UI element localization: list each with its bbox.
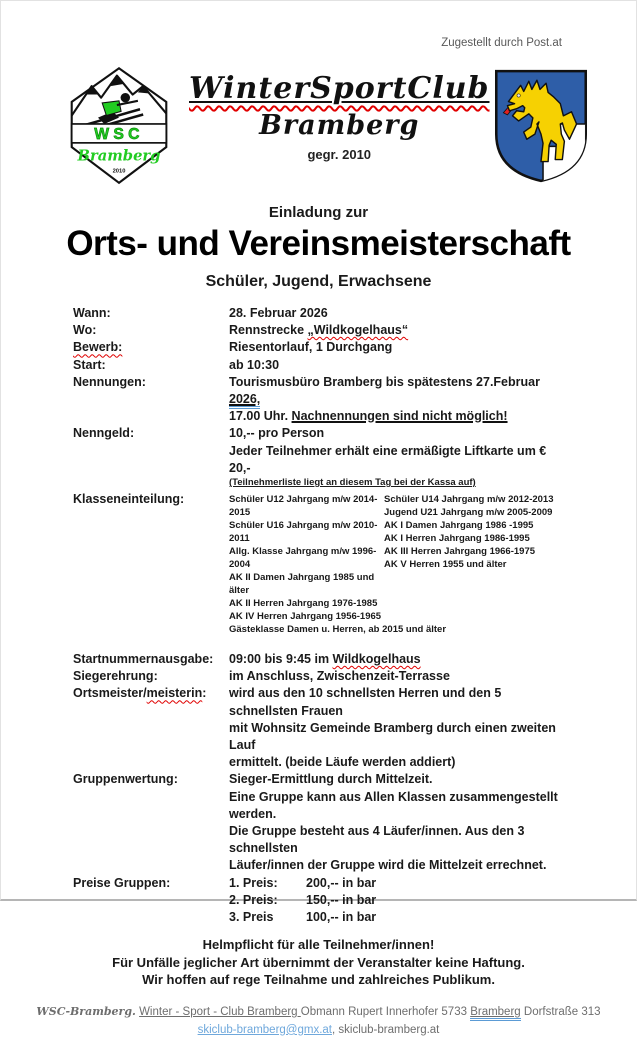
nennungen-deadline-marked: 2026,	[229, 392, 260, 409]
closing-notes	[1, 936, 636, 989]
bewerb-label	[73, 339, 229, 356]
detail-row-wo	[73, 322, 566, 339]
ortsmeister-label-prefix: Ortsmeister/	[73, 686, 147, 701]
prize-rank: 3. Preis	[229, 910, 274, 925]
ortsmeister-value	[229, 685, 566, 771]
gruppenwertung-line: Die Gruppe besteht aus 4 Läufer/innen. Aus den 3 schnellsten	[229, 824, 525, 856]
invitation-subtitle: Schüler, Jugend, Erwachsene	[205, 273, 432, 290]
prize-row	[229, 909, 566, 926]
event-details	[73, 305, 566, 926]
detail-row-preise	[73, 875, 566, 927]
helmet-rule: Helmpflicht für alle Teilnehmer/innen!	[202, 937, 435, 953]
wann-value: 28. Februar 2026	[229, 306, 328, 320]
klassen-item: Schüler U14 Jahrgang m/w 2012-2013	[384, 494, 554, 506]
ortsmeister-label	[73, 685, 229, 702]
klassen-item: Schüler U12 Jahrgang m/w 2014-2015	[229, 494, 378, 519]
nenngeld-value: 10,-- pro Person	[229, 426, 325, 441]
nennungen-label: Nennungen:	[73, 374, 146, 389]
klassen-item: AK II Damen Jahrgang 1985 und älter	[229, 572, 375, 597]
klassen-item: AK I Damen Jahrgang 1986 -1995	[384, 520, 534, 532]
klassen-columns	[229, 491, 566, 623]
invitation-intro: Einladung zur	[268, 204, 369, 221]
gruppenwertung-value	[229, 771, 566, 874]
liftkarte-note: Jeder Teilnehmer erhält eine ermäßigte Liftkarte um € 20,-	[229, 443, 547, 475]
ortsmeister-line: ermittelt. (beide Läufe werden addiert)	[229, 755, 456, 770]
prize-amount: 200,-- in bar	[306, 875, 377, 890]
detail-row-teilnehmerliste	[73, 477, 566, 489]
ortsmeister-line: wird aus den 10 schnellsten Herren und den 5 schnellsten Frauen	[229, 686, 502, 718]
startnummern-value	[229, 651, 566, 668]
detail-row-ortsmeister	[73, 685, 566, 771]
footer-club-name: Winter - Sport - Club Bramberg	[139, 1005, 301, 1018]
gruppenwertung-line: Sieger-Ermittlung durch Mittelzeit.	[229, 772, 433, 787]
detail-row-klassen	[73, 491, 566, 636]
ortsmeister-label-suffix: :	[202, 686, 207, 701]
preise-value	[229, 875, 566, 927]
detail-row-start	[73, 357, 566, 374]
page-title: Orts- und Vereinsmeisterschaft	[66, 224, 571, 263]
footer-obmann: Obmann Rupert Innerhofer 5733	[300, 1005, 471, 1018]
club-name-line2: Bramberg	[259, 110, 420, 141]
header	[53, 63, 592, 192]
startnummern-value-prefix: 09:00 bis 9:45 im	[229, 652, 333, 667]
participation-wish: Wir hoffen auf rege Teilnahme und zahlreiches Publikum.	[142, 972, 495, 988]
footer-line1	[31, 1003, 606, 1021]
startnummern-venue: Wildkogelhaus	[332, 652, 421, 667]
delivery-note: Zugestellt durch Post.at	[441, 37, 562, 49]
prize-row	[229, 892, 566, 909]
bewerb-label-text: Bewerb:	[73, 340, 123, 355]
klassen-col2	[384, 493, 554, 623]
siegerehrung-label: Siegerehrung:	[73, 669, 158, 684]
wo-value-prefix: Rennstrecke	[229, 323, 308, 338]
logo-town-text: Bramberg	[77, 147, 161, 165]
preise-label: Preise Gruppen:	[73, 875, 171, 890]
start-value: ab 10:30	[229, 357, 280, 372]
teilnehmerliste-note: (Teilnehmerliste liegt an diesem Tag bei der Kassa auf)	[229, 477, 476, 489]
klassen-item: Schüler U16 Jahrgang m/w 2010-2011	[229, 520, 378, 545]
footer-town-marked: Bramberg	[470, 1006, 521, 1021]
nennungen-line2	[229, 408, 566, 425]
klassen-item: Allg. Klasse Jahrgang m/w 1996-2004	[229, 546, 377, 571]
siegerehrung-value: im Anschluss, Zwischenzeit-Terrasse	[229, 669, 450, 684]
bewerb-value: Riesentorlauf, 1 Durchgang	[229, 340, 393, 355]
wo-label: Wo:	[73, 323, 97, 338]
klassen-value	[229, 491, 566, 636]
club-name-block	[189, 63, 490, 162]
prize-rank: 1. Preis:	[229, 875, 278, 890]
logo-year-text: 2010	[112, 168, 126, 175]
wo-value-venue: „Wildkogelhaus“	[307, 323, 409, 338]
nenngeld-label: Nenngeld:	[73, 426, 135, 441]
gruppenwertung-label: Gruppenwertung:	[73, 772, 178, 787]
detail-row-bewerb	[73, 339, 566, 356]
prize-rank: 2. Preis:	[229, 892, 278, 907]
coat-of-arms	[490, 63, 594, 192]
detail-row-liftkarte	[73, 443, 566, 477]
nennungen-line1-text: Tourismusbüro Bramberg bis spätestens 27.Februar	[229, 374, 540, 389]
detail-row-gruppenwertung	[73, 771, 566, 874]
logo-acronym-text: WSC	[94, 126, 144, 144]
ortsmeister-label-misspelled: meisterin	[146, 686, 203, 701]
wsc-club-logo-svg	[53, 63, 185, 187]
wsc-club-logo	[53, 63, 189, 192]
nennungen-line1	[229, 374, 566, 408]
start-label: Start:	[73, 357, 106, 372]
klassen-full-row: Gästeklasse Damen u. Herren, ab 2015 und älter	[229, 624, 447, 636]
klassen-item: AK V Herren 1955 und älter	[384, 559, 507, 571]
club-name-line1	[189, 71, 490, 106]
startnummern-label: Startnummernausgabe:	[73, 652, 214, 667]
gruppenwertung-line: Läufer/innen der Gruppe wird die Mittelzeit errechnet.	[229, 858, 547, 873]
nennungen-line2-text: 17.00 Uhr.	[229, 409, 292, 424]
klassen-item: AK II Herren Jahrgang 1976-1985	[229, 598, 378, 610]
detail-row-wann	[73, 305, 566, 322]
ortsmeister-line: mit Wohnsitz Gemeinde Bramberg durch einen zweiten Lauf	[229, 720, 556, 753]
footer-address: Dorfstraße 313	[520, 1005, 601, 1018]
footer-club-script: WSC-Bramberg.	[36, 1004, 136, 1018]
detail-row-siegerehrung	[73, 668, 566, 685]
wann-label: Wann:	[73, 306, 111, 320]
prize-row	[229, 875, 566, 892]
footer	[31, 1003, 606, 1039]
nennungen-value	[229, 374, 566, 426]
prize-amount: 100,-- in bar	[306, 910, 377, 925]
footer-line2	[31, 1021, 606, 1039]
nennungen-warning: Nachnennungen sind nicht möglich!	[291, 409, 508, 424]
klassen-label: Klasseneinteilung:	[73, 492, 185, 507]
detail-row-nenngeld	[73, 425, 566, 442]
detail-row-nennungen	[73, 374, 566, 426]
liability-note: Für Unfälle jeglicher Art übernimmt der Veranstalter keine Haftung.	[112, 954, 525, 970]
klassen-col1	[229, 493, 384, 623]
klassen-item: AK I Herren Jahrgang 1986-1995	[384, 533, 530, 545]
gruppenwertung-line: Eine Gruppe kann aus Allen Klassen zusammengestellt werden.	[229, 789, 558, 821]
klassen-item: AK III Herren Jahrgang 1966-1975	[384, 546, 536, 558]
footer-website: , skiclub-bramberg.at	[332, 1023, 440, 1036]
prize-amount: 150,-- in bar	[306, 892, 377, 907]
email-link[interactable]: skiclub-bramberg@gmx.at	[197, 1023, 332, 1036]
wo-value	[229, 322, 566, 339]
club-name-line1-text: WinterSportClub	[189, 71, 490, 106]
coat-of-arms-svg	[490, 65, 592, 187]
detail-row-startnummern	[73, 651, 566, 668]
founded-year: gegr. 2010	[307, 147, 372, 162]
klassen-item: Jugend U21 Jahrgang m/w 2005-2009	[384, 507, 553, 519]
klassen-item: AK IV Herren Jahrgang 1956-1965	[229, 611, 382, 623]
